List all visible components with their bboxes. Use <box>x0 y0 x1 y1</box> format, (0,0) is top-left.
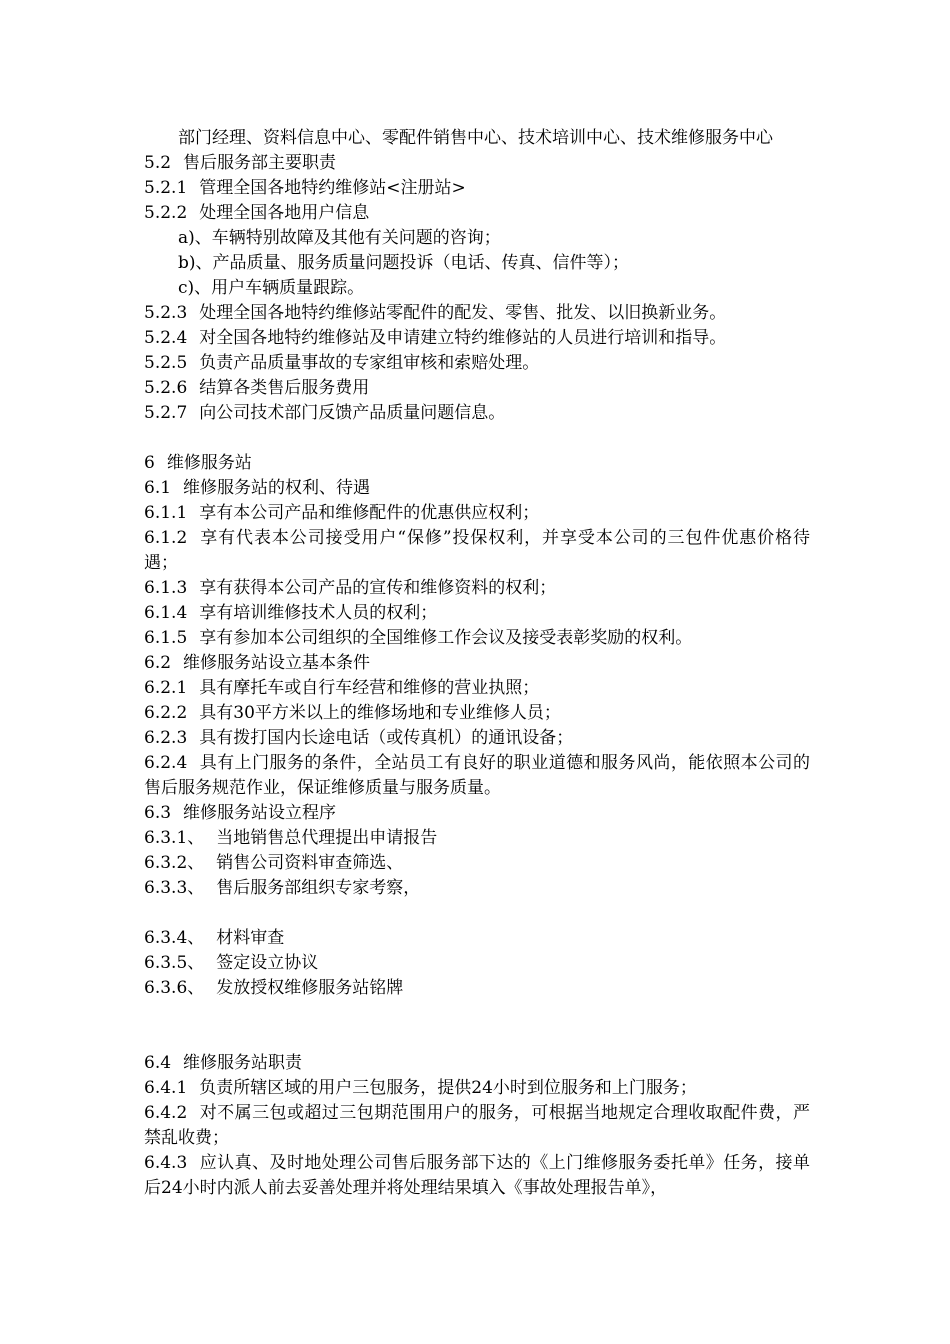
clause-number: 6.3.2、 <box>144 853 205 873</box>
clause-number: 6.3.5、 <box>144 953 205 973</box>
clause-number: 6.1.3 <box>144 578 188 598</box>
clause-text: 售后服务部组织专家考察， <box>216 878 421 898</box>
clause-number: 6.3.6、 <box>144 978 205 998</box>
clause-number: 5.2 <box>144 153 172 173</box>
clause-line <box>144 1051 810 1076</box>
clause-line <box>144 1076 810 1101</box>
list-item <box>144 276 810 301</box>
clause-line <box>144 201 810 226</box>
clause-line <box>144 576 810 601</box>
clause-text: 应认真、及时地处理公司售后服务部下达的《上门维修服务委托单》任务，接单后24小时内派人前去妥善处理并将处理结果填入《事故处理报告单》， <box>144 1153 810 1198</box>
blank-line <box>144 1001 810 1051</box>
clause-text: 负责产品质量事故的专家组审核和索赔处理。 <box>199 353 540 373</box>
clause-text: 享有本公司产品和维修配件的优惠供应权利； <box>199 503 540 523</box>
clause-line <box>144 451 810 476</box>
clause-number: 6.1.2 <box>144 528 188 548</box>
clause-number: 6.1.4 <box>144 603 188 623</box>
clause-text: 售后服务部主要职责 <box>183 153 337 173</box>
clause-text: 发放授权维修服务站铭牌 <box>216 978 404 998</box>
clause-number: 6.2.1 <box>144 678 188 698</box>
clause-line <box>144 476 810 501</box>
clause-text: 维修服务站设立基本条件 <box>183 653 371 673</box>
clause-number: 6.1.5 <box>144 628 188 648</box>
clause-number: 5.2.1 <box>144 178 188 198</box>
clause-text: 享有培训维修技术人员的权利； <box>199 603 438 623</box>
clause-number: 6.2.2 <box>144 703 188 723</box>
clause-number: 5.2.2 <box>144 203 188 223</box>
clause-number: 6.2.3 <box>144 728 188 748</box>
clause-number: 6 <box>144 453 155 473</box>
clause-line <box>144 676 810 701</box>
list-item <box>144 226 810 251</box>
clause-number: 6.4.2 <box>144 1103 188 1123</box>
clause-text: 部门经理、资料信息中心、零配件销售中心、技术培训中心、技术维修服务中心 <box>178 128 773 148</box>
clause-text: 对全国各地特约维修站及申请建立特约维修站的人员进行培训和指导。 <box>199 328 727 348</box>
clause-line <box>144 976 810 1001</box>
clause-line <box>144 351 810 376</box>
blank-line <box>144 426 810 451</box>
clause-number: 6.3.4、 <box>144 928 205 948</box>
clause-text: 处理全国各地特约维修站零配件的配发、零售、批发、以旧换新业务。 <box>199 303 727 323</box>
clause-number: 6.4 <box>144 1053 172 1073</box>
clause-text: 向公司技术部门反馈产品质量问题信息。 <box>199 403 506 423</box>
clause-text: 销售公司资料审查筛选、 <box>216 853 404 873</box>
clause-text: 享有参加本公司组织的全国维修工作会议及接受表彰奖励的权利。 <box>199 628 693 648</box>
paragraph <box>144 126 810 151</box>
clause-text: b)、产品质量、服务质量问题投诉（电话、传真、信件等）； <box>178 253 630 273</box>
clause-number: 5.2.3 <box>144 303 188 323</box>
clause-line <box>144 876 810 901</box>
clause-number: 6.3.3、 <box>144 878 205 898</box>
clause-number: 6.2.4 <box>144 753 188 773</box>
paragraph <box>144 1151 810 1201</box>
clause-line <box>144 826 810 851</box>
clause-number: 6.4.1 <box>144 1078 188 1098</box>
clause-line <box>144 726 810 751</box>
clause-line <box>144 176 810 201</box>
clause-text: 结算各类售后服务费用 <box>199 378 370 398</box>
clause-number: 6.2 <box>144 653 172 673</box>
clause-text: 管理全国各地特约维修站<注册站> <box>199 178 466 198</box>
clause-number: 5.2.4 <box>144 328 188 348</box>
clause-number: 6.3 <box>144 803 172 823</box>
clause-line <box>144 401 810 426</box>
clause-line <box>144 801 810 826</box>
clause-text: a)、车辆特别故障及其他有关问题的咨询； <box>178 228 501 248</box>
clause-line <box>144 326 810 351</box>
paragraph <box>144 526 810 576</box>
paragraph <box>144 751 810 801</box>
clause-text: 材料审查 <box>216 928 285 948</box>
clause-line <box>144 151 810 176</box>
paragraph <box>144 1101 810 1151</box>
clause-number: 5.2.6 <box>144 378 188 398</box>
clause-line <box>144 301 810 326</box>
clause-number: 6.1.1 <box>144 503 188 523</box>
clause-number: 5.2.7 <box>144 403 188 423</box>
clause-text: 具有30平方米以上的维修场地和专业维修人员； <box>199 703 561 723</box>
clause-line <box>144 501 810 526</box>
clause-line <box>144 626 810 651</box>
clause-line <box>144 851 810 876</box>
document-body <box>144 126 810 1201</box>
clause-number: 6.3.1、 <box>144 828 205 848</box>
clause-text: 享有代表本公司接受用户“保修”投保权利，并享受本公司的三包件优惠价格待遇； <box>144 528 810 573</box>
clause-line <box>144 601 810 626</box>
clause-text: 具有摩托车或自行车经营和维修的营业执照； <box>199 678 540 698</box>
blank-line <box>144 901 810 926</box>
clause-text: 维修服务站职责 <box>183 1053 303 1073</box>
clause-text: 维修服务站设立程序 <box>183 803 337 823</box>
clause-text: 享有获得本公司产品的宣传和维修资料的权利； <box>199 578 557 598</box>
clause-line <box>144 651 810 676</box>
clause-number: 6.1 <box>144 478 172 498</box>
clause-number: 5.2.5 <box>144 353 188 373</box>
clause-text: 维修服务站 <box>166 453 252 473</box>
list-item <box>144 251 810 276</box>
clause-text: 签定设立协议 <box>216 953 319 973</box>
clause-number: 6.4.3 <box>144 1153 188 1173</box>
clause-text: 维修服务站的权利、待遇 <box>183 478 371 498</box>
clause-line <box>144 951 810 976</box>
clause-text: 负责所辖区域的用户三包服务，提供24小时到位服务和上门服务； <box>199 1078 697 1098</box>
clause-line <box>144 701 810 726</box>
clause-text: c)、用户车辆质量跟踪。 <box>178 278 365 298</box>
clause-text: 对不属三包或超过三包期范围用户的服务，可根据当地规定合理收取配件费，严禁乱收费； <box>144 1103 810 1148</box>
clause-text: 具有拨打国内长途电话（或传真机）的通讯设备； <box>199 728 574 748</box>
clause-text: 处理全国各地用户信息 <box>199 203 370 223</box>
clause-line <box>144 926 810 951</box>
clause-line <box>144 376 810 401</box>
clause-text: 当地销售总代理提出申请报告 <box>216 828 438 848</box>
clause-text: 具有上门服务的条件，全站员工有良好的职业道德和服务风尚，能依照本公司的售后服务规范作业，保证维修质量与服务质量。 <box>144 753 810 798</box>
